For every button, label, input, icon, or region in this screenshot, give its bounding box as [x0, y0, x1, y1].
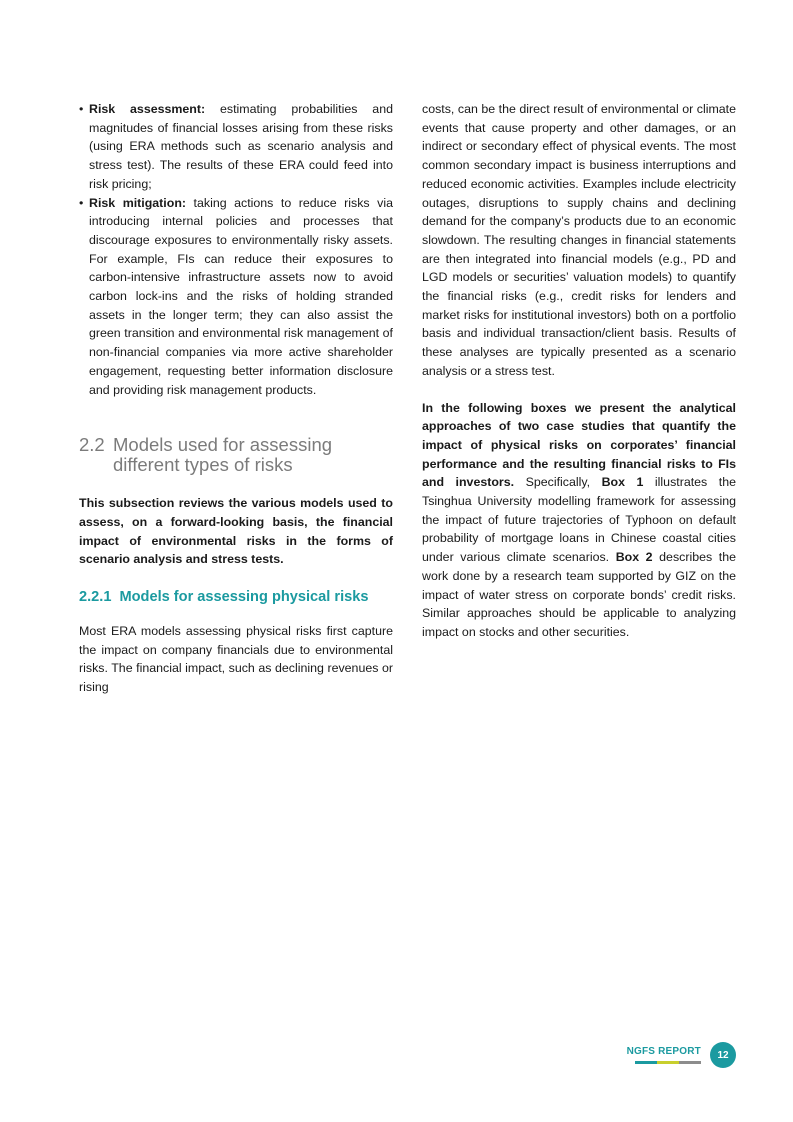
footer-brand	[627, 1046, 701, 1064]
bullet-label: Risk assessment:	[89, 102, 206, 116]
paragraph-continued: costs, can be the direct result of environmental or climate events that cause property and other damages, or an indirect or secondary effect of physical events. The most common secondary impact is business interruptions and reduced economic activities. Examples include electricity outages, disruptions to supply chains and declining demand for the company’s products due to an economic slowdown. The resulting changes in financial statements are then integrated into financial models (e.g., PD and LGD models or securities’ valuation models) to quantify the financial risks (e.g., credit risks for lenders and market risks for institutional investors) both on a portfolio basis and individual transaction/client basis. Results of these analyses are typically presented as a scenario analysis or a stress test.	[422, 102, 736, 378]
subsection-title-text: Models for assessing physical risks	[119, 589, 369, 606]
bullet-risk-assessment	[79, 100, 393, 194]
footer-report-label: NGFS REPORT	[626, 1046, 701, 1057]
subsection-number: 2.2.1	[79, 589, 112, 606]
bullet-text: estimating probabilities and magnitudes of financial losses arising from these risks (using ERA methods such as scenario analysis and stress test). The results of these ERA could feed into risk pricing;	[89, 102, 393, 191]
left-column	[79, 100, 393, 697]
section-title-text: Models used for assessing different types of risks	[113, 434, 333, 476]
subsection-heading	[79, 587, 393, 607]
bullet-text: taking actions to reduce risks via introducing internal policies and processes that discourage exposures to environmentally risky assets. For example, FIs can reduce their exposures to carbon-intensive infrastructure assets now to avoid carbon lock-ins and the risks of holding stranded assets in the longer term; they can also assist the green transition and environmental risk management of non-financial companies via more active shareholder engagement, requesting better information disclosure and providing risk management products.	[89, 195, 393, 397]
bullet-label: Risk mitigation:	[89, 195, 187, 210]
box2-reference: Box 2	[615, 550, 653, 565]
section-heading	[79, 435, 393, 475]
boxes-text-1: Specifically,	[514, 475, 602, 490]
footer-bar-teal	[635, 1061, 657, 1064]
risk-bullet-list	[79, 100, 393, 399]
boxes-text-3: describes the work done by a research team supported by GIZ on the impact of water stress on corporate bonds’ credit risks. Similar approaches should be applicable to analyzing impact on stocks and other securities.	[422, 550, 736, 639]
bullet-risk-mitigation	[79, 194, 393, 400]
footer-bar-grey	[679, 1061, 701, 1064]
box1-reference: Box 1	[601, 475, 644, 490]
section-number: 2.2	[79, 434, 105, 456]
page-number-badge: 12	[710, 1042, 736, 1068]
right-column	[422, 100, 736, 642]
footer-color-bars	[635, 1061, 701, 1064]
footer-bar-lime	[657, 1061, 679, 1064]
boxes-text-2: illustrates the Tsinghua University modelling framework for assessing the impact of future trajectories of Typhoon on default probability of mortgage loans in Chinese coastal cities under various climate scenarios.	[422, 475, 736, 565]
paragraph-boxes	[422, 399, 736, 642]
section-intro: This subsection reviews the various models used to assess, on a forward-looking basis, the financial impact of environmental risks in the forms of scenario analysis and stress tests.	[79, 496, 393, 567]
paragraph-physical-risks: Most ERA models assessing physical risks first capture the impact on company financials due to environmental risks. The financial impact, such as declining revenues or rising	[79, 624, 393, 695]
boxes-bold-lead: In the following boxes we present the analytical approaches of two case studies that quantify the impact of physical risks on corporates’ financial performance and the resulting financial risks to FIs and investors.	[422, 400, 736, 490]
page-footer	[627, 1042, 736, 1068]
